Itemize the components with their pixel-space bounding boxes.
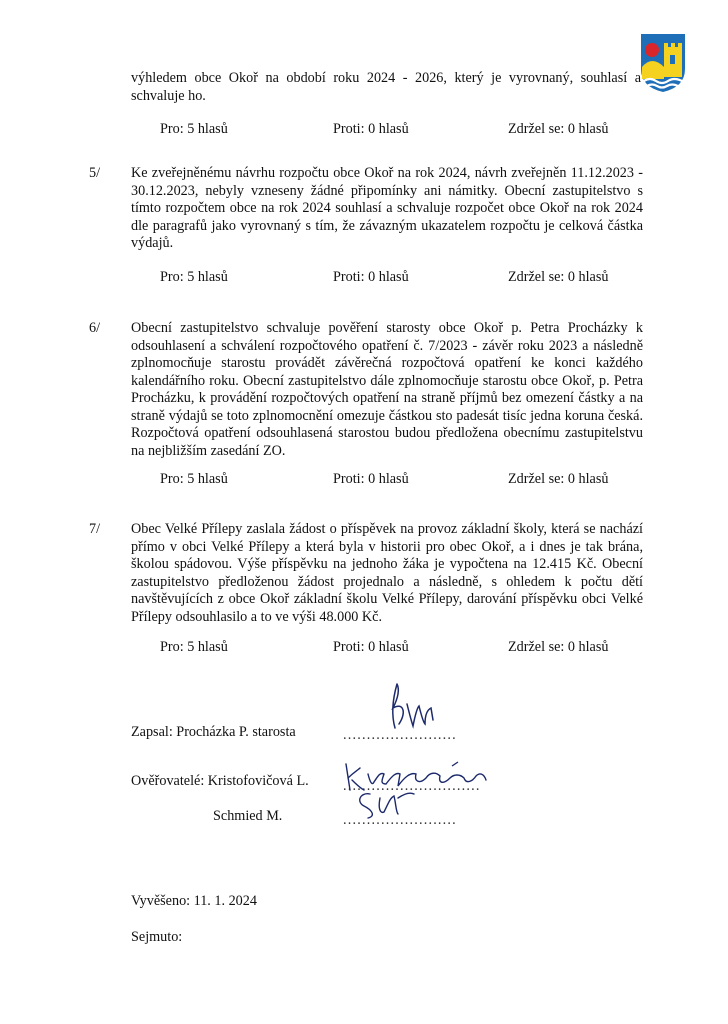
- coat-of-arms-logo: [640, 33, 686, 93]
- item-6-paragraph: [131, 320, 643, 460]
- vote-zdrzel: Zdržel se: 0 hlasů: [508, 471, 609, 487]
- zapsal-label: Zapsal: Procházka P. starosta: [131, 724, 296, 740]
- vote-zdrzel: Zdržel se: 0 hlasů: [508, 269, 609, 285]
- vote-row-item-5: [0, 269, 728, 287]
- vote-pro: Pro: 5 hlasů: [160, 121, 228, 137]
- overovatel-2-signature-line: ........................: [343, 812, 457, 828]
- intro-paragraph: [131, 70, 641, 105]
- vote-row-item-7: [0, 639, 728, 657]
- zapsal-signature-line: ........................: [343, 727, 457, 743]
- item-number-6: 6/: [89, 320, 101, 336]
- tower-window: [670, 55, 675, 64]
- vote-proti: Proti: 0 hlasů: [333, 269, 409, 285]
- overovatele-label: Ověřovatelé: Kristofovičová L.: [131, 773, 309, 789]
- vote-proti: Proti: 0 hlasů: [333, 639, 409, 655]
- item-number-5: 5/: [89, 165, 101, 181]
- starosta-signature-image: [375, 678, 445, 738]
- intro-text: výhledem obce Okoř na období roku 2024 - 2026, který je vyrovnaný, souhlasí a schvaluje ho.: [131, 70, 641, 104]
- overovatel-1-signature-line: .............................: [343, 778, 481, 794]
- item-5-text: Ke zveřejněnému návrhu rozpočtu obce Okoř na rok 2024, návrh zveřejněn 11.12.2023 - 30.12.2023, nebyly vzneseny žádné připomínky ani námitky. Obecní zastupitelstvo s tímto rozpočtem obce na rok 2024 souhlasí a schvaluje rozpočet obce Okoř na rok 2024 dle paragrafů jako vyrovnaný s tím, že závazným ukazatelem rozpočtu je celková částka výdajů.: [131, 165, 643, 251]
- sejmuto-label: Sejmuto:: [131, 929, 183, 945]
- vote-pro: Pro: 5 hlasů: [160, 269, 228, 285]
- vote-proti: Proti: 0 hlasů: [333, 471, 409, 487]
- item-7-text: Obec Velké Přílepy zaslala žádost o příspěvek na provoz základní školy, která se nachází přímo v obci Velké Přílepy a která byla v historii pro obec Okoř, a i dnes je tak brána, školou spádovou. Výše příspěvku na jednoho žáka je vypočtena na 12.415 Kč. Obecní zastupitelstvo předloženou žádost projednalo a následně, s ohledem k počtu dětí navštěvujících z obce Okoř základní školu Velké Přílepy, darování příspěvku obci Velké Přílepy odsouhlasilo a to ve výši 48.000 Kč.: [131, 521, 643, 625]
- item-number-7: 7/: [89, 521, 101, 537]
- vote-zdrzel: Zdržel se: 0 hlasů: [508, 639, 609, 655]
- vote-proti: Proti: 0 hlasů: [333, 121, 409, 137]
- vyveseno-date: Vyvěšeno: 11. 1. 2024: [131, 893, 257, 909]
- vote-pro: Pro: 5 hlasů: [160, 639, 228, 655]
- vote-row-item-6: [0, 471, 728, 489]
- schmied-signature-image: [350, 784, 420, 820]
- item-5-paragraph: [131, 165, 643, 253]
- schmied-label: Schmied M.: [213, 808, 283, 824]
- vote-row-intro: [0, 121, 728, 139]
- item-7-paragraph: [131, 521, 643, 626]
- vote-zdrzel: Zdržel se: 0 hlasů: [508, 121, 609, 137]
- shield-red-disc: [645, 43, 659, 57]
- vote-pro: Pro: 5 hlasů: [160, 471, 228, 487]
- item-6-text: Obecní zastupitelstvo schvaluje pověření starosty obce Okoř p. Petra Procházky k odsouhlasení a schválení rozpočtového opatření č. 7/2023 - závěr roku 2023 a následně zplnomocňuje starostu provádět závěrečná rozpočtová opatření ke konci každého kalendářního roku. Obecní zastupitelstvo dále zplnomocňuje starostu obce Okoř, p. Petra Procházku, k provádění rozpočtových opatření na straně příjmů bez omezení částky a na straně výdajů se toto zplnomocnění omezuje částkou sto padesát tisíc jedna koruna česká. Rozpočtová opatření odsouhlasená starostou budou předložena obecnímu zastupitelstvu na nejbližším zasedání ZO.: [131, 320, 643, 459]
